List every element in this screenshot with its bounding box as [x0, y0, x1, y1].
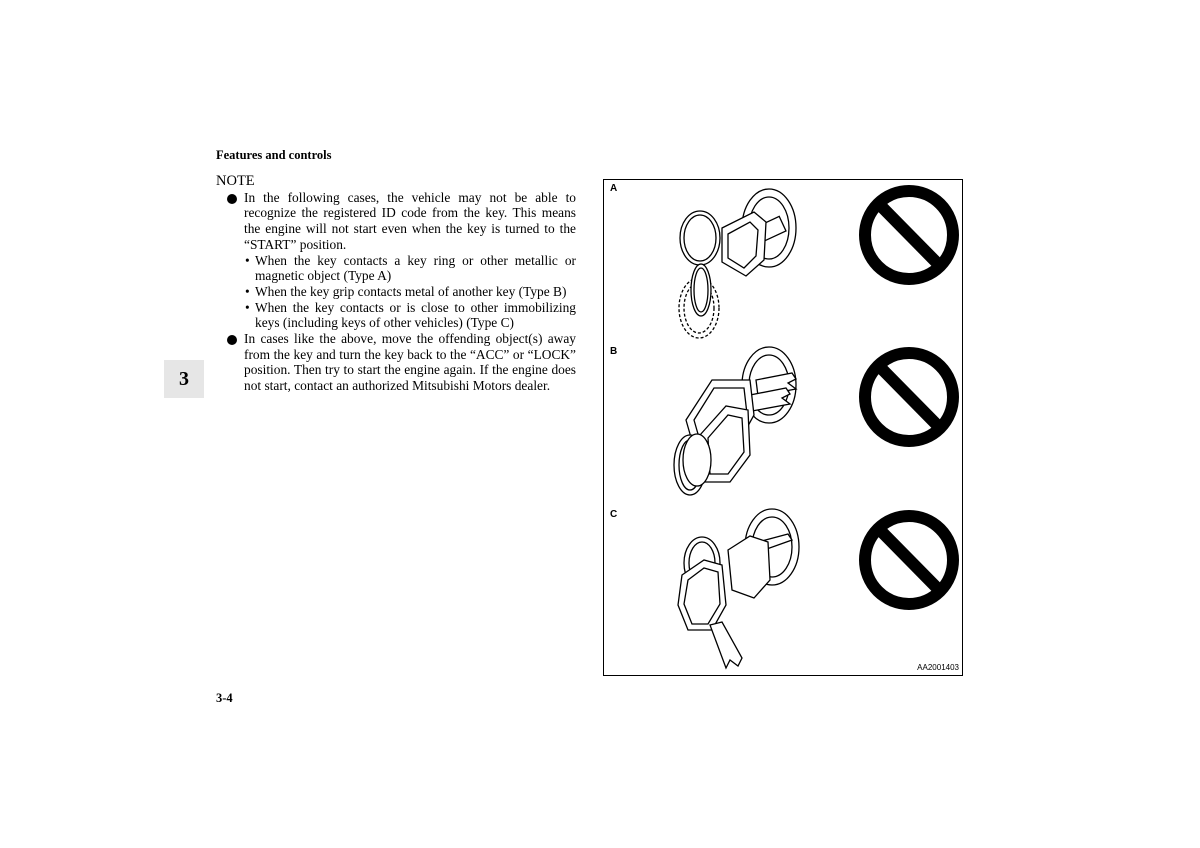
panel-label-a: A	[610, 183, 618, 194]
note-sub-item-c	[216, 300, 576, 331]
panel-label-c: C	[610, 509, 618, 520]
sub-bullet-icon: •	[245, 299, 250, 315]
note-bullet-1	[216, 190, 576, 253]
bullet-icon	[227, 335, 237, 345]
note-sub-item-b	[216, 284, 576, 300]
note-bullet-2	[216, 331, 576, 394]
page-number: 3-4	[216, 691, 233, 705]
note-block	[216, 174, 576, 394]
bullet-icon	[227, 194, 237, 204]
prohibition-icon	[865, 191, 953, 279]
prohibition-icon	[865, 516, 953, 604]
figure-illustration	[604, 180, 964, 677]
note-sub-item-c-text: When the key contacts or is close to other immobilizing keys (including keys of other vehicles) (Type C)	[255, 299, 576, 331]
figure-code: AA2001403	[917, 663, 959, 672]
key-interference-figure	[603, 179, 963, 676]
chapter-tab	[164, 360, 204, 398]
key-near-other-key-illustration	[678, 509, 799, 668]
note-heading: NOTE	[216, 173, 255, 189]
note-bullet-2-text: In cases like the above, move the offending object(s) away from the key and turn the key back to the “ACC” or “LOCK” position. Then try to start the engine again. If the engine does not start, contact an authorized Mitsubishi Motors dealer.	[244, 331, 576, 394]
sub-bullet-icon: •	[245, 252, 250, 268]
note-sub-item-a-text: When the key contacts a key ring or other metallic or magnetic object (Type A)	[255, 252, 576, 284]
two-keys-touching-illustration	[674, 347, 796, 495]
note-sub-item-b-text: When the key grip contacts metal of another key (Type B)	[255, 283, 567, 299]
note-bullet-1-text: In the following cases, the vehicle may not be able to recognize the registered ID code from the key. This means the engine will not start even when the key is turned to the “START” position.	[244, 189, 576, 252]
chapter-number: 3	[179, 367, 189, 390]
panel-label-b: B	[610, 346, 618, 357]
section-title: Features and controls	[216, 148, 332, 162]
note-sub-item-a	[216, 253, 576, 284]
prohibition-icon	[865, 353, 953, 441]
sub-bullet-icon: •	[245, 283, 250, 299]
key-with-key-ring-illustration	[679, 189, 796, 338]
